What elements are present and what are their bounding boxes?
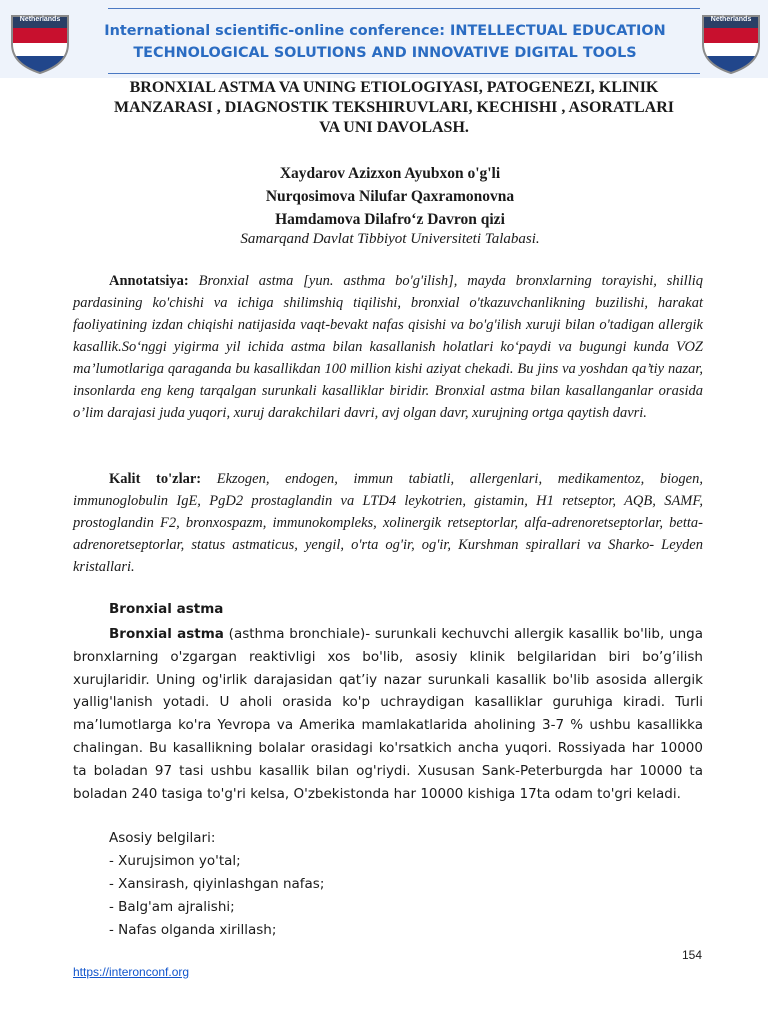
symptom-list-item: - Balg'am ajralishi; <box>109 899 235 915</box>
page-number: 154 <box>682 948 703 962</box>
paper-title <box>70 78 718 138</box>
section-body-paragraph <box>73 623 703 805</box>
netherlands-flag-shield-icon <box>700 14 762 74</box>
section-heading: Bronxial astma <box>109 601 224 617</box>
flag-label: Netherlands <box>19 16 61 23</box>
paper-title-line: VA UNI DAVOLASH. <box>319 119 469 136</box>
netherlands-flag-shield-icon <box>9 14 71 74</box>
header-bottom-rule <box>108 73 700 74</box>
header-top-rule <box>108 8 700 9</box>
affiliation: Samarqand Davlat Tibbiyot Universiteti Talabasi. <box>240 231 540 247</box>
annotation-paragraph <box>73 270 703 424</box>
conference-title-line-2: TECHNOLOGICAL SOLUTIONS AND INNOVATIVE DIGITAL TOOLS <box>133 45 637 61</box>
symptom-list-item: - Xurujsimon yo'tal; <box>109 853 241 869</box>
conference-title-line-1: International scientific-online conference: INTELLECTUAL EDUCATION <box>104 23 666 39</box>
conference-header <box>0 0 768 78</box>
paper-title-line: BRONXIAL ASTMA VA UNING ETIOLOGIYASI, PATOGENEZI, KLINIK <box>129 79 659 96</box>
flag-label: Netherlands <box>710 16 752 23</box>
author-list <box>100 162 680 231</box>
section-body-text: (asthma bronchiale)- surunkali kechuvchi allergik kasallik bo'lib, unga bronxlarning o'zgargan reaktivligi xos bo'lib, asosiy klinik belgilaridan biri bo’g’ilish xurujlaridir. Uning og'irlik darajasidan qat’iy nazar surunkali kasallik bo'lib asosida allergik yallig'lanish yotadi. U aholi orasida ko'p uchraydigan kasalliklar guruhiga kiradi. Turli ma’lumotlarga ko'ra Yevropa va Amerika mamlakatlarida aholining 3-7 % ushbu kasallikka chalingan. Bu kasallikning bolalar orasidagi ko'rsatkich ancha yuqori. Rossiyada har 10000 ta boladan 97 tasi ushbu kasallik bilan og'riydi. Xususan Sank-Peterburgda har 10000 ta boladan 240 tasiga to'g'ri kelsa, O'zbekistonda har 10000 kishiga 17ta odam to'gri keladi. <box>73 626 703 802</box>
annotation-label: Annotatsiya: <box>109 273 189 289</box>
author-name: Hamdamova Dilafro‘z Davron qizi <box>275 211 505 228</box>
paper-title-line: MANZARASI , DIAGNOSTIK TEKSHIRUVLARI, KECHISHI , ASORATLARI <box>114 99 674 116</box>
symptom-list-item: - Xansirash, qiyinlashgan nafas; <box>109 876 325 892</box>
author-name: Nurqosimova Nilufar Qaxramonovna <box>265 188 515 205</box>
conference-title <box>95 20 675 64</box>
author-name: Xaydarov Azizxon Ayubxon o'g'li <box>279 165 501 182</box>
keywords-text: Ekzogen, endogen, immun tabiatli, allergenlari, medikamentoz, biogen, immunoglobulin IgE, PgD2 prostaglandin va LTD4 leykotrien, gistamin, H1 retseptor, AQB, SAMF, prostoglandin F2, bronxospazm, immunokompleks, xolinergik retseptorlar, alfa-adrenoretseptorlar, betta- adrenoretseptorlar, status astmaticus, yengil, o'rta og'ir, og'ir, Kurshman spirallari va Sharko- Leyden kristallari. <box>73 471 703 575</box>
annotation-text: Bronxial astma [yun. asthma bo'g'ilish], mayda bronxlarning torayishi, shilliq pardasining ko'chishi va ichiga shilimshiq tiqilishi, bronxial o'tkazuvchanlikning buzilishi, harakat faoliyatining izdan chiqishi natijasida vaqt-bevakt nafas qisishi va bo'g'ilish xuruji bilan o'tadigan allergik kasallik.So‘nggi yigirma yil ichida astma bilan kasallanish holatlari ko‘paydi va bugungi kunda VOZ ma’lumotlariga qaraganda bu kasallikdan 100 million kishi aziyat chekadi. Bu jins va yoshdan qa’tiy nazar, insonlarda eng keng tarqalgan surunkali kasalliklar biridir. Bronxial astma bilan kasallanganlar orasida o’lim darajasi juda yuqori, xuruj darakchilari davri, avj olgan davr, xurujning ortga qaytish davri. <box>73 273 703 421</box>
conference-website-link[interactable]: https://interonconf.org <box>73 965 190 979</box>
symptom-list-item: - Nafas olganda xirillash; <box>109 922 277 938</box>
section-lead-term: Bronxial astma <box>109 626 224 642</box>
symptom-list <box>109 827 324 942</box>
keywords-paragraph <box>73 468 703 578</box>
keywords-label: Kalit to'zlar: <box>109 471 202 487</box>
symptom-list-heading: Asosiy belgilari: <box>109 830 216 846</box>
